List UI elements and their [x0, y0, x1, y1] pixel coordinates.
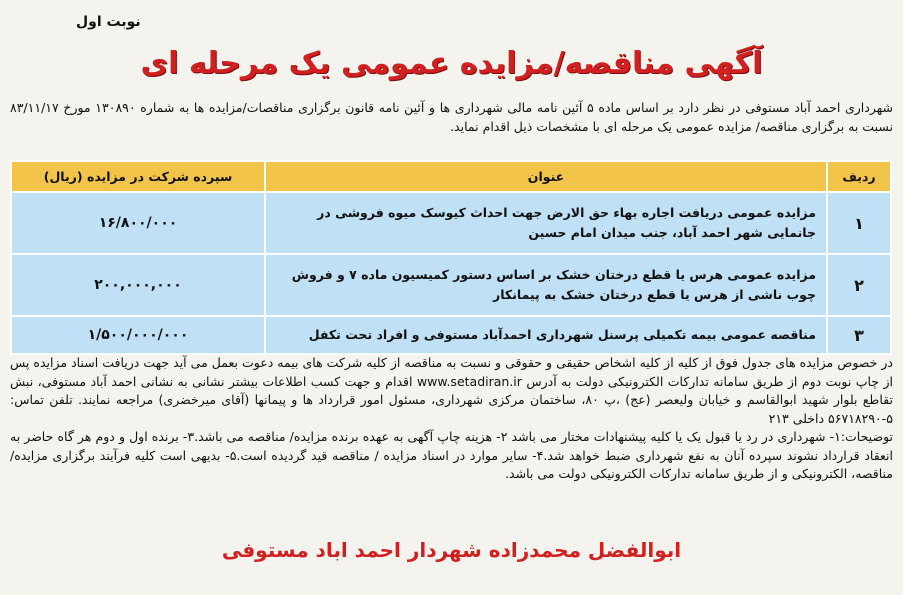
row-deposit: ۱۶/۸۰۰/۰۰۰ [11, 192, 265, 254]
header-deposit: سپرده شرکت در مزایده (ریال) [11, 161, 265, 192]
header-subject: عنوان [265, 161, 827, 192]
body-paragraph: در خصوص مزایده های جدول فوق از کلیه از کلیه اشخاص حقیقی و حقوقی و نسبت به مناقصه از کلیه شرکت های بیمه دعوت بعمل می آید جهت دریافت اسناد مزایده پس از چاپ نوبت دوم از طریق سامانه تدارکات الکترونیکی دولت به آدرس www.setadiran.ir اقدام و جهت کسب اطلاعات بیشتر نشانی به نشانی احمد آباد مستوفی، نبش تقاطع بلوار شهید ابوالقاسم و خیابان ولیعصر (عج) ،پ ۸۰، ساختمان مرکزی شهرداری، مسئول امور قرارداد ها و پیمانها (آقای میرخضری) مراجعه نمایند. تلفن تماس: ۵-۵۶۷۱۸۲۹۰ داخلی ۲۱۳ [10, 355, 893, 426]
header-row-number: ردیف [827, 161, 891, 192]
row-number: ۲ [827, 254, 891, 316]
signature: ابوالفضل محمدزاده شهردار احمد اباد مستوفی [221, 538, 682, 562]
body-text [10, 354, 893, 484]
row-subject: مناقصه عمومی بیمه تکمیلی پرسنل شهرداری احمدآباد مستوفی و افراد تحت تکفل [265, 316, 827, 354]
edition-label: نوبت اول [76, 14, 141, 30]
tender-table [10, 160, 892, 355]
table-header-row [11, 161, 891, 192]
row-subject: مزایده عمومی دریافت اجاره بهاء حق الارض جهت احداث کیوسک میوه فروشی در جانمایی شهر احمد آباد، جنب میدان امام حسین [265, 192, 827, 254]
row-number: ۳ [827, 316, 891, 354]
intro-paragraph: شهرداری احمد آباد مستوفی در نظر دارد بر اساس ماده ۵ آئین نامه مالی شهرداری ها و آئین نامه قانون برگزاری مناقصات/مزایده ها به شماره ۱۳۰۸۹۰ مورخ ۸۳/۱۱/۱۷ نسبت به برگزاری مناقصه/ مزایده عمومی یک مرحله ای با مشخصات ذیل اقدام نماید. [10, 100, 893, 134]
table-row [11, 254, 891, 316]
notice-title: آگهی مناقصه/مزایده عمومی یک مرحله ای [140, 46, 763, 81]
row-number: ۱ [827, 192, 891, 254]
table-row [11, 192, 891, 254]
row-subject: مزایده عمومی هرس یا قطع درختان خشک بر اساس دستور کمیسیون ماده ۷ و فروش چوب ناشی از هرس یا قطع درختان خشک به پیمانکار [265, 254, 827, 316]
row-deposit: ۲۰۰,۰۰۰,۰۰۰ [11, 254, 265, 316]
notes-paragraph: توضیحات:۱- شهرداری در رد یا قبول یک یا کلیه پیشنهادات مختار می باشد ۲- هزینه چاپ آگهی به عهده برنده مزایده/ مناقصه می باشد.۳- برنده اول و دوم هر گاه حاضر به انعقاد قرارداد نشوند سپرده آنان به نفع شهرداری ضبط خواهد شد.۴- سایر موارد در اسناد مزایده / مناقصه قید گردیده است.۵- بدیهی است کلیه فرآیند برگزاری مزایده/ مناقصه، الکترونیکی و از طریق سامانه تدارکات الکترونیکی دولت می باشد. [10, 429, 894, 481]
table-row [11, 316, 891, 354]
row-deposit: ۱/۵۰۰/۰۰۰/۰۰۰ [11, 316, 265, 354]
